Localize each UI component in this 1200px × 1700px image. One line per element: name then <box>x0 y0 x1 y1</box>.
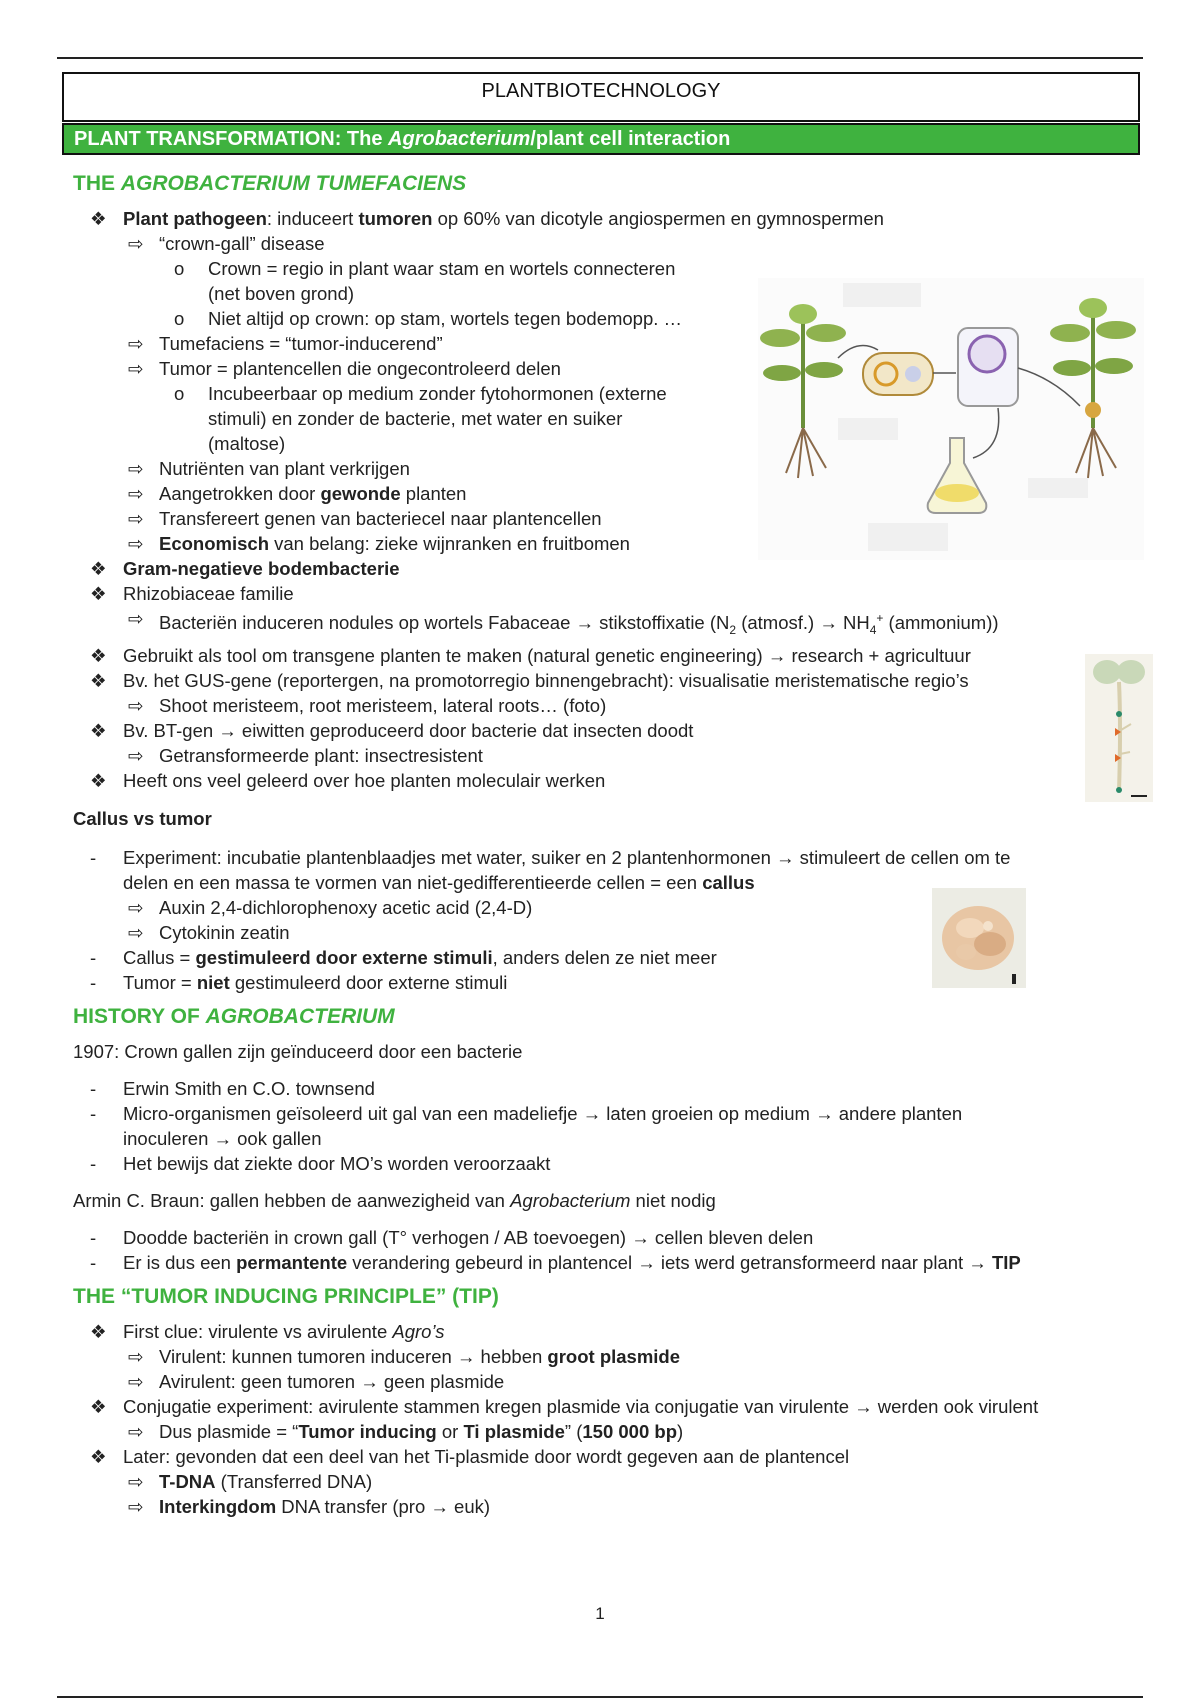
text: Dus plasmide = “ <box>159 1420 299 1442</box>
text: Er is dus een <box>123 1251 237 1273</box>
text: Transfereert genen van bacteriecel naar plantencellen <box>159 508 602 529</box>
banner-suffix: /plant cell interaction <box>530 128 731 150</box>
text: Doodde bacteriën in crown gall (T° verhogen / AB toevoegen) → cellen bleven delen <box>123 1226 814 1248</box>
dash-bullet-icon: - <box>90 971 97 993</box>
list-item <box>73 845 1138 870</box>
arrow-bullet-icon: ⇨ <box>128 358 144 379</box>
heading-italic: AGROBACTERIUM TUMEFACIENS <box>120 172 467 195</box>
top-rule <box>57 57 1143 59</box>
list-item <box>73 456 1138 481</box>
text: (maltose) <box>208 433 286 454</box>
text: Gebruikt als tool om transgene planten te maken (natural genetic engineering) → research + agricultuur <box>123 644 971 666</box>
list-item <box>73 1101 1138 1126</box>
text: Armin C. Braun: gallen hebben de aanwezigheid van <box>73 1189 511 1211</box>
circle-bullet-icon: o <box>174 383 185 404</box>
list-item <box>73 1225 1138 1250</box>
diamond-bullet-icon: ❖ <box>90 1395 107 1417</box>
list-item <box>73 718 1138 743</box>
list-item <box>73 1394 1138 1419</box>
list-item <box>73 606 1138 643</box>
diamond-bullet-icon: ❖ <box>90 1445 107 1467</box>
bold-text: Tumor inducing <box>298 1420 437 1442</box>
text: Experiment: incubatie plantenblaadjes met water, suiker en 2 plantenhormonen → stimuleert de cellen om te <box>123 846 1011 868</box>
text: “crown-gall” disease <box>159 233 325 254</box>
bold-text: Interkingdom <box>159 1495 277 1517</box>
text: Getransformeerde plant: insectresistent <box>159 744 483 766</box>
text: Crown = regio in plant waar stam en wortels connecteren <box>208 258 676 279</box>
bold-text: Ti plasmide <box>463 1420 565 1442</box>
list-item <box>73 1444 1138 1469</box>
list-item <box>73 1076 1138 1101</box>
text: inoculeren → ook gallen <box>123 1127 322 1149</box>
heading-text: THE <box>73 172 121 195</box>
text: op 60% van dicotyle angiospermen en gymnospermen <box>432 208 884 229</box>
list-item-continuation <box>73 431 1138 456</box>
list-item <box>73 970 1138 995</box>
circle-bullet-icon: o <box>174 258 185 279</box>
list-item <box>73 1469 1138 1494</box>
list-item <box>73 1419 1138 1444</box>
text: Avirulent: geen tumoren → geen plasmide <box>159 1370 505 1392</box>
text: Conjugatie experiment: avirulente stammen kregen plasmide via conjugatie van virulente → werden ook virulent <box>123 1395 1039 1417</box>
text: Bacteriën induceren nodules op wortels Fabaceae → stikstoffixatie (N <box>159 612 730 634</box>
diamond-bullet-icon: ❖ <box>90 208 107 229</box>
list-item <box>73 643 1138 668</box>
list-item <box>73 531 1138 556</box>
subscript: 4 <box>869 622 877 637</box>
page-title: PLANTBIOTECHNOLOGY <box>62 72 1140 122</box>
list-item <box>73 556 1138 581</box>
text: verandering gebeurd in plantencel → iets werd getransformeerd naar plant → <box>347 1251 992 1273</box>
text: ) <box>677 1420 684 1442</box>
list-item <box>73 231 1138 256</box>
italic-text: Agrobacterium <box>510 1189 631 1211</box>
text: ” ( <box>564 1420 583 1442</box>
dash-bullet-icon: - <box>90 1251 97 1273</box>
text: Later: gevonden dat een deel van het Ti-plasmide door wordt gegeven aan de plantencel <box>123 1445 850 1467</box>
text: stimuli) en zonder de bacterie, met water en suiker <box>208 408 623 429</box>
arrow-bullet-icon: ⇨ <box>128 1370 144 1392</box>
text: Tumor = <box>123 971 197 993</box>
list-item <box>73 895 1138 920</box>
list-item-continuation <box>73 281 1138 306</box>
text: planten <box>400 483 467 504</box>
dash-bullet-icon: - <box>90 1077 97 1099</box>
bold-text: niet <box>196 971 230 993</box>
list-item-continuation <box>73 406 1138 431</box>
arrow-bullet-icon: ⇨ <box>128 896 144 918</box>
subscript: 2 <box>729 622 737 637</box>
text: Shoot meristeem, root meristeem, lateral roots… (foto) <box>159 694 607 716</box>
list-item <box>73 768 1138 793</box>
diamond-bullet-icon: ❖ <box>90 644 107 666</box>
bold-text: tumoren <box>358 208 433 229</box>
text: van belang: zieke wijnranken en fruitbomen <box>269 533 630 554</box>
arrow-bullet-icon: ⇨ <box>128 1420 144 1442</box>
text: (net boven grond) <box>208 283 355 304</box>
text: First clue: virulente vs avirulente <box>123 1320 393 1342</box>
dash-bullet-icon: - <box>90 946 97 968</box>
italic-text: Agro’s <box>392 1320 445 1342</box>
arrow-bullet-icon: ⇨ <box>128 483 144 504</box>
page-number: 1 <box>595 1604 605 1623</box>
text: Tumefaciens = “tumor-inducerend” <box>159 333 443 354</box>
diamond-bullet-icon: ❖ <box>90 669 107 691</box>
banner-italic: Agrobacterium <box>388 128 531 150</box>
circle-bullet-icon: o <box>174 308 185 329</box>
list-item <box>73 693 1138 718</box>
heading-text: HISTORY OF <box>73 1004 206 1028</box>
text: Erwin Smith en C.O. townsend <box>123 1077 375 1099</box>
bottom-rule <box>57 1696 1143 1698</box>
paragraph: 1907: Crown gallen zijn geïnduceerd door een bacterie <box>73 1040 523 1062</box>
list-item <box>73 1319 1138 1344</box>
arrow-bullet-icon: ⇨ <box>128 1470 144 1492</box>
text: Nutriënten van plant verkrijgen <box>159 458 410 479</box>
diamond-bullet-icon: ❖ <box>90 583 107 604</box>
text: Auxin 2,4-dichlorophenoxy acetic acid (2,4-D) <box>159 896 533 918</box>
list-item <box>73 481 1138 506</box>
list-item <box>73 1250 1138 1275</box>
bold-text: Economisch <box>159 533 269 554</box>
list-item <box>73 206 1138 231</box>
arrow-bullet-icon: ⇨ <box>128 1345 144 1367</box>
page-content <box>73 168 1138 1519</box>
text: Micro-organismen geïsoleerd uit gal van een madeliefje → laten groeien op medium → andere planten <box>123 1102 963 1124</box>
bold-text: gestimuleerd door externe stimuli <box>195 946 493 968</box>
text: (ammonium)) <box>883 612 999 634</box>
subsection-title-callus: Callus vs tumor <box>73 807 212 829</box>
text: Tumor = plantencellen die ongecontroleerd delen <box>159 358 561 379</box>
arrow-bullet-icon: ⇨ <box>128 508 144 529</box>
list-item <box>73 506 1138 531</box>
list-item-continuation <box>73 1126 1138 1151</box>
text: Aangetrokken door <box>159 483 321 504</box>
list-item <box>73 743 1138 768</box>
bold-text: gewonde <box>320 483 401 504</box>
text: gestimuleerd door externe stimuli <box>229 971 508 993</box>
diamond-bullet-icon: ❖ <box>90 769 107 791</box>
list-item <box>73 1494 1138 1519</box>
list-item <box>73 668 1138 693</box>
bold-text: T-DNA <box>159 1470 216 1492</box>
diamond-bullet-icon: ❖ <box>90 558 107 579</box>
arrow-bullet-icon: ⇨ <box>128 233 144 254</box>
list-item <box>73 920 1138 945</box>
list-item-continuation <box>73 870 1138 895</box>
arrow-bullet-icon: ⇨ <box>128 744 144 766</box>
list-item <box>73 356 1138 381</box>
text: Callus = <box>123 946 196 968</box>
arrow-bullet-icon: ⇨ <box>128 533 144 554</box>
text: : induceert <box>266 208 359 229</box>
text: Cytokinin zeatin <box>159 921 290 943</box>
superscript: + <box>876 611 884 625</box>
section-heading-agrobacterium <box>73 168 1138 200</box>
text: Niet altijd op crown: op stam, wortels tegen bodemopp. … <box>208 308 683 329</box>
paragraph <box>73 1188 1138 1213</box>
diamond-bullet-icon: ❖ <box>90 1320 107 1342</box>
text: Rhizobiaceae familie <box>123 583 294 604</box>
bold-text: permantente <box>236 1251 348 1273</box>
text: Bv. BT-gen → eiwitten geproduceerd door bacterie dat insecten doodt <box>123 719 694 741</box>
list-item <box>73 331 1138 356</box>
diamond-bullet-icon: ❖ <box>90 719 107 741</box>
bold-text: 150 000 bp <box>582 1420 677 1442</box>
heading-italic: AGROBACTERIUM <box>205 1004 395 1028</box>
list-item <box>73 381 1138 406</box>
list-item <box>73 1151 1138 1176</box>
text: Incubeerbaar op medium zonder fytohormonen (externe <box>208 383 667 404</box>
list-item <box>73 256 1138 281</box>
bold-text: TIP <box>991 1251 1021 1273</box>
bold-text: Gram-negatieve bodembacterie <box>123 558 400 579</box>
list-item <box>73 945 1138 970</box>
list-item <box>73 306 1138 331</box>
bold-text: Plant pathogeen <box>123 208 267 229</box>
text: niet nodig <box>630 1189 716 1211</box>
arrow-bullet-icon: ⇨ <box>128 921 144 943</box>
arrow-bullet-icon: ⇨ <box>128 694 144 716</box>
section-heading-history <box>73 1001 1138 1033</box>
bold-text: groot plasmide <box>547 1345 681 1367</box>
text: or <box>436 1420 464 1442</box>
dash-bullet-icon: - <box>90 1152 97 1174</box>
section-heading-tip: THE “TUMOR INDUCING PRINCIPLE” (TIP) <box>73 1284 499 1308</box>
text: Heeft ons veel geleerd over hoe planten moleculair werken <box>123 769 606 791</box>
dash-bullet-icon: - <box>90 1226 97 1248</box>
text: , anders delen ze niet meer <box>492 946 717 968</box>
text: DNA transfer (pro → euk) <box>276 1495 491 1517</box>
arrow-bullet-icon: ⇨ <box>128 458 144 479</box>
list-item <box>73 1344 1138 1369</box>
bold-text: callus <box>702 871 755 893</box>
arrow-bullet-icon: ⇨ <box>128 608 144 629</box>
list-item <box>73 581 1138 606</box>
text: delen en een massa te vormen van niet-gedifferentieerde cellen = een <box>123 871 703 893</box>
arrow-bullet-icon: ⇨ <box>128 333 144 354</box>
section-banner <box>62 123 1140 155</box>
text: (Transferred DNA) <box>215 1470 373 1492</box>
banner-prefix: PLANT TRANSFORMATION: The <box>74 128 389 150</box>
dash-bullet-icon: - <box>90 846 97 868</box>
list-item <box>73 1369 1138 1394</box>
text: Virulent: kunnen tumoren induceren → hebben <box>159 1345 548 1367</box>
dash-bullet-icon: - <box>90 1102 97 1124</box>
text: Bv. het GUS-gene (reportergen, na promotorregio binnengebracht): visualisatie meristematische regio’s <box>123 669 969 691</box>
text: Het bewijs dat ziekte door MO’s worden veroorzaakt <box>123 1152 551 1174</box>
arrow-bullet-icon: ⇨ <box>128 1495 144 1517</box>
text: (atmosf.) → NH <box>736 612 870 634</box>
